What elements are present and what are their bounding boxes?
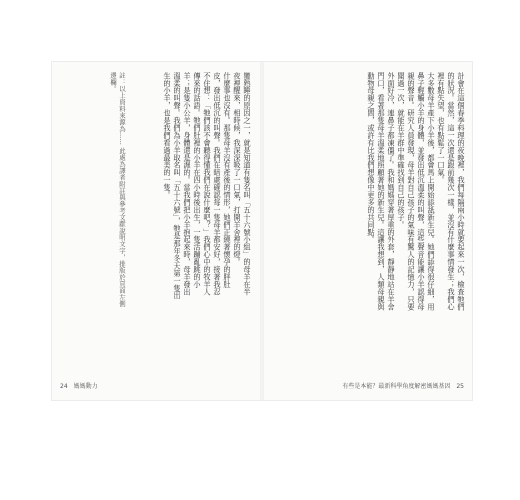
right-page-footer [336, 381, 464, 390]
right-page [262, 62, 472, 400]
right-page-body-text: 計會在這個春季料理的夜晚裡，我們每隔兩小時就要起來一次，檢查牠們的狀況。當然，這一次還是跟前幾次一樣，並沒有什麼事情發生；我們心裡有點失望，也有點鬆了一口氣。 大多數母羊產下小羊後，都會馬上開始舔舐新生兒。她們舔得很仔細，用鼻子輕觸小羊的身體，並發出低沉溫柔的叫聲，這些聲音能讓小羊認得母親的聲音。研究人員發現，母羊對自己孩子的氣味有驚人的記憶力，只要聞過一次，就能在羊群中準確找到自己的孩子。 外面好冷，連鼻子都凍僵了。我和媽媽穿著厚重的外套，靜靜地站在羊舍門口，看著那隻母羊溫柔地照顧著她的新生兒。這讓我想到，人類母親與動物母親之間，或許有比我們想像中更多的共同點。 [367, 72, 466, 311]
left-page-note-text: 註：以上資料來源為…… 此處為譯者附註與參考文獻說明文字，排版於頁面左側邊欄。 [109, 72, 126, 308]
left-page [52, 62, 262, 400]
left-page-running-title: 媽媽動力 [73, 383, 98, 390]
left-page-number: 24 [60, 383, 68, 390]
book-spread [52, 62, 472, 400]
left-page-body-text: 蠻熟睡的原因之一，就是知道有隻名叫「五十六號小組」的母羊在半夜裡醒來，相時候，我深深吸了一口氣，打開羊舍裡的燈。 什麼事也沒有。那隻母羊沒有產後的情形，她們正繞著懷孕的胖肚皮，發出低沉的叫聲。我們在暗處確認每一隻母羊都安好，接著我忍不住想：「牠們該不會聽得懂我們在說什麼吧？」我們心中的牧羊人傳來的話語。牠們肚裡的小羊在四小時後出生，一隻活蹦亂跳的小羊；是隻小公羊，身體還是濕的。當我們把小羊抱起來時，母羊發出溫柔的叫聲。我們為小羊取名叫「五十六號」，牠是那年冬天第一隻出生的小羊，也是我們看過最美的一隻。 [163, 72, 252, 300]
right-page-running-title: 有些是本能？最新科學角度解密媽媽基因 [342, 383, 451, 390]
right-page-number: 25 [456, 383, 464, 390]
left-page-footer [60, 381, 104, 390]
